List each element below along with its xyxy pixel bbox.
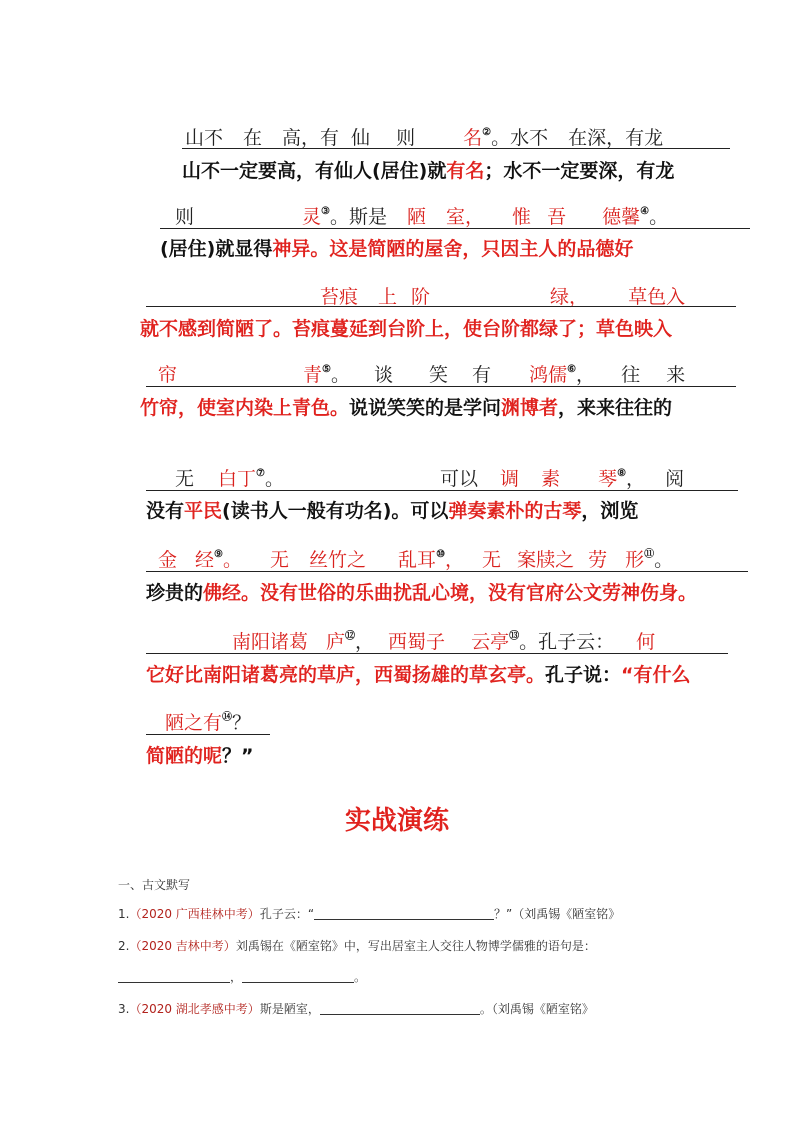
translation-line-3: 就不感到简陋了。苔痕蔓延到台阶上，使台阶都绿了；草色映入 bbox=[140, 318, 673, 340]
original-line-8: 陋之有⑭？ bbox=[165, 712, 252, 734]
question-2: 2.（2020 吉林中考）刘禹锡在《陋室铭》中，写出居室主人交往人物博学儒雅的语句是： bbox=[118, 939, 596, 953]
underline bbox=[146, 306, 736, 307]
translation-line-5: 没有平民(读书人一般有功名)。可以弹奏素朴的古琴，浏览 bbox=[146, 500, 639, 522]
translation-line-6: 珍贵的佛经。没有世俗的乐曲扰乱心境，没有官府公文劳神伤身。 bbox=[146, 582, 698, 604]
underline bbox=[146, 490, 738, 491]
original-line-5: 无 白丁⑦。 可以 调 素 琴⑧， 阅 bbox=[175, 468, 685, 490]
underline bbox=[146, 571, 748, 572]
translation-line-7: 它好比南阳诸葛亮的草庐，西蜀扬雄的草玄亭。孔子说：“有什么 bbox=[146, 664, 691, 686]
question-2-answer: ， 。 bbox=[118, 968, 366, 985]
underline bbox=[146, 734, 270, 735]
translation-line-1: 山不一定要高，有仙人(居住)就有名；水不一定要深，有龙 bbox=[182, 160, 675, 182]
translation-line-2: (居住)就显得神异。这是简陋的屋舍，只因主人的品德好 bbox=[160, 238, 634, 260]
translation-line-4: 竹帘，使室内染上青色。说说笑笑的是学问渊博者，来来往往的 bbox=[140, 397, 673, 419]
exercise-heading: 一、古文默写 bbox=[118, 878, 191, 892]
answer-blank[interactable] bbox=[118, 970, 230, 983]
underline bbox=[146, 653, 728, 654]
answer-blank[interactable] bbox=[320, 1002, 480, 1015]
original-line-4: 帘 青⑤。 谈 笑 有 鸿儒⑥， 往 来 bbox=[158, 364, 686, 386]
answer-blank[interactable] bbox=[242, 970, 354, 983]
section-title: 实战演练 bbox=[344, 806, 449, 836]
original-line-6: 金 经⑨。 无 丝竹之 乱耳⑩， 无 案牍之 劳 形⑪。 bbox=[158, 549, 674, 571]
underline bbox=[182, 148, 730, 149]
original-line-7: 南阳诸葛 庐⑫， 西蜀子 云亭⑬。孔子云： 何 bbox=[232, 631, 656, 653]
original-line-3: 苔痕 上 阶 绿， 草色入 bbox=[320, 286, 686, 308]
underline bbox=[146, 386, 736, 387]
question-3: 3.（2020 湖北孝感中考）斯是陋室， 。（刘禹锡《陋室铭》 bbox=[118, 1002, 594, 1016]
original-line-2: 则 灵③。斯是 陋 室， 惟 吾 德馨④。 bbox=[175, 206, 669, 228]
original-line-1: 山不 在 高，有 仙 则 名②。水不 在深，有龙 bbox=[185, 127, 664, 149]
question-1: 1.（2020 广西桂林中考）孔子云：“ ？”（刘禹锡《陋室铭》 bbox=[118, 907, 621, 921]
translation-line-8: 简陋的呢？” bbox=[146, 745, 254, 767]
underline bbox=[160, 228, 750, 229]
footnote-marker: ② bbox=[482, 127, 492, 138]
orig-text: 山不 bbox=[185, 127, 224, 149]
answer-blank[interactable] bbox=[314, 907, 494, 920]
